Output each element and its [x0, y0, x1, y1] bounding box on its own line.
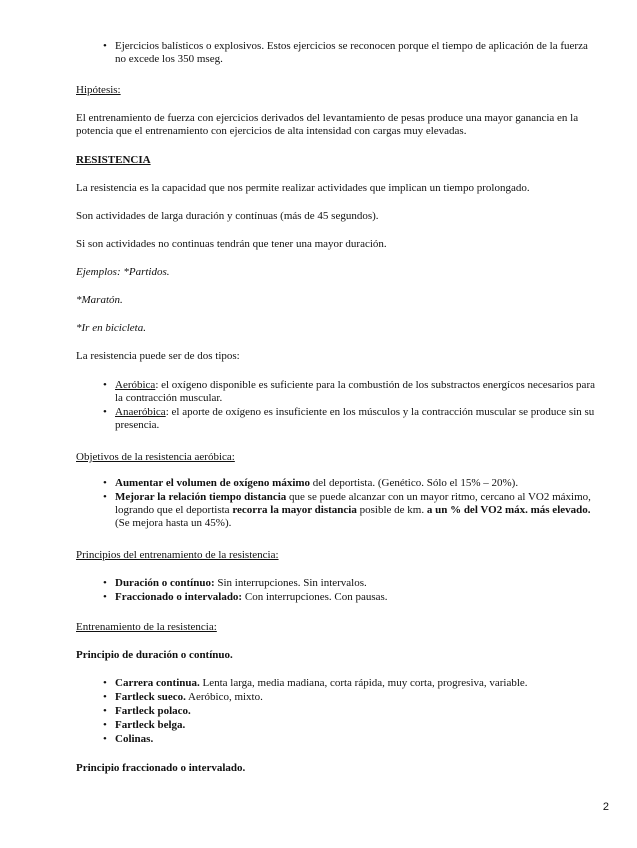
types-intro: La resistencia puede ser de dos tipos: [76, 350, 240, 362]
page-number: 2 [602, 801, 609, 813]
principios-list [103, 577, 595, 605]
paragraph: Si son actividades no continuas tendrán que tener una mayor duración. [76, 238, 387, 250]
metodos-continuos-list [103, 677, 595, 747]
principio-fraccionado-heading: Principio fraccionado o intervalado. [76, 762, 246, 774]
objetivos-heading: Objetivos de la resistencia aeróbica: [76, 451, 235, 463]
examples-line: Ejemplos: *Partidos. [76, 266, 170, 278]
paragraph: Son actividades de larga duración y contínuas (más de 45 segundos). [76, 210, 379, 222]
list-item: • Ejercicios balísticos o explosivos. Estos ejercicios se reconocen porque el tiempo de aplicación de la fuerza no excede los 350 mseg. [103, 40, 595, 66]
list-item: • Fartleck belga. [103, 719, 595, 732]
entrenamiento-heading: Entrenamiento de la resistencia: [76, 621, 217, 633]
list-item: • Fraccionado o intervalado: Con interrupciones. Con pausas. [103, 591, 595, 604]
list-item: • Fartleck sueco. Aeróbico, mixto. [103, 691, 595, 704]
resistance-types-list [103, 379, 595, 433]
term-anaerobica: Anaeróbica [115, 406, 166, 418]
list-item: • Aumentar el volumen de oxígeno máximo del deportista. (Genético. Sólo el 15% – 20%). [103, 477, 595, 490]
principios-heading: Principios del entrenamiento de la resistencia: [76, 549, 279, 561]
resistencia-title: RESISTENCIA [76, 154, 151, 166]
list-item: • Carrera continua. Lenta larga, media madiana, corta rápida, muy corta, progresiva, variable. [103, 677, 595, 690]
list-item: • Duración o contínuo: Sin interrupciones. Sin intervalos. [103, 577, 595, 590]
list-item: • Mejorar la relación tiempo distancia que se puede alcanzar con un mayor ritmo, cercano al VO2 máximo, logrando que el deportista recorra la mayor distancia posible de km. a un % del VO2 máx. más elevado. (Se mejora hasta un 45%). [103, 491, 595, 530]
objetivos-list [103, 477, 595, 531]
list-item: • Aeróbica: el oxígeno disponible es suficiente para la combustión de los substractos energícos necesarios para la contracción muscular. [103, 379, 595, 405]
hipotesis-heading: Hipótesis: [76, 84, 121, 96]
term-aerobica: Aeróbica [115, 379, 156, 391]
example-bicicleta: *Ir en bicicleta. [76, 322, 146, 334]
hipotesis-paragraph: El entrenamiento de fuerza con ejercicios derivados del levantamiento de pesas produce una mayor ganancia en la potencia que el entrenamiento con ejercicios de alta intensidad con cargas muy elevadas. [76, 112, 579, 137]
list-item: • Fartleck polaco. [103, 705, 595, 718]
ballistic-exercises-list [103, 40, 595, 67]
list-item: • Anaeróbica: el aporte de oxígeno es insuficiente en los músculos y la contracción muscular se produce sin su presencia. [103, 406, 595, 432]
example-maraton: *Maratón. [76, 294, 123, 306]
principio-continuo-heading: Principio de duración o contínuo. [76, 649, 233, 661]
list-item: • Colinas. [103, 733, 595, 746]
paragraph: La resistencia es la capacidad que nos permite realizar actividades que implican un tiempo prolongado. [76, 182, 530, 194]
